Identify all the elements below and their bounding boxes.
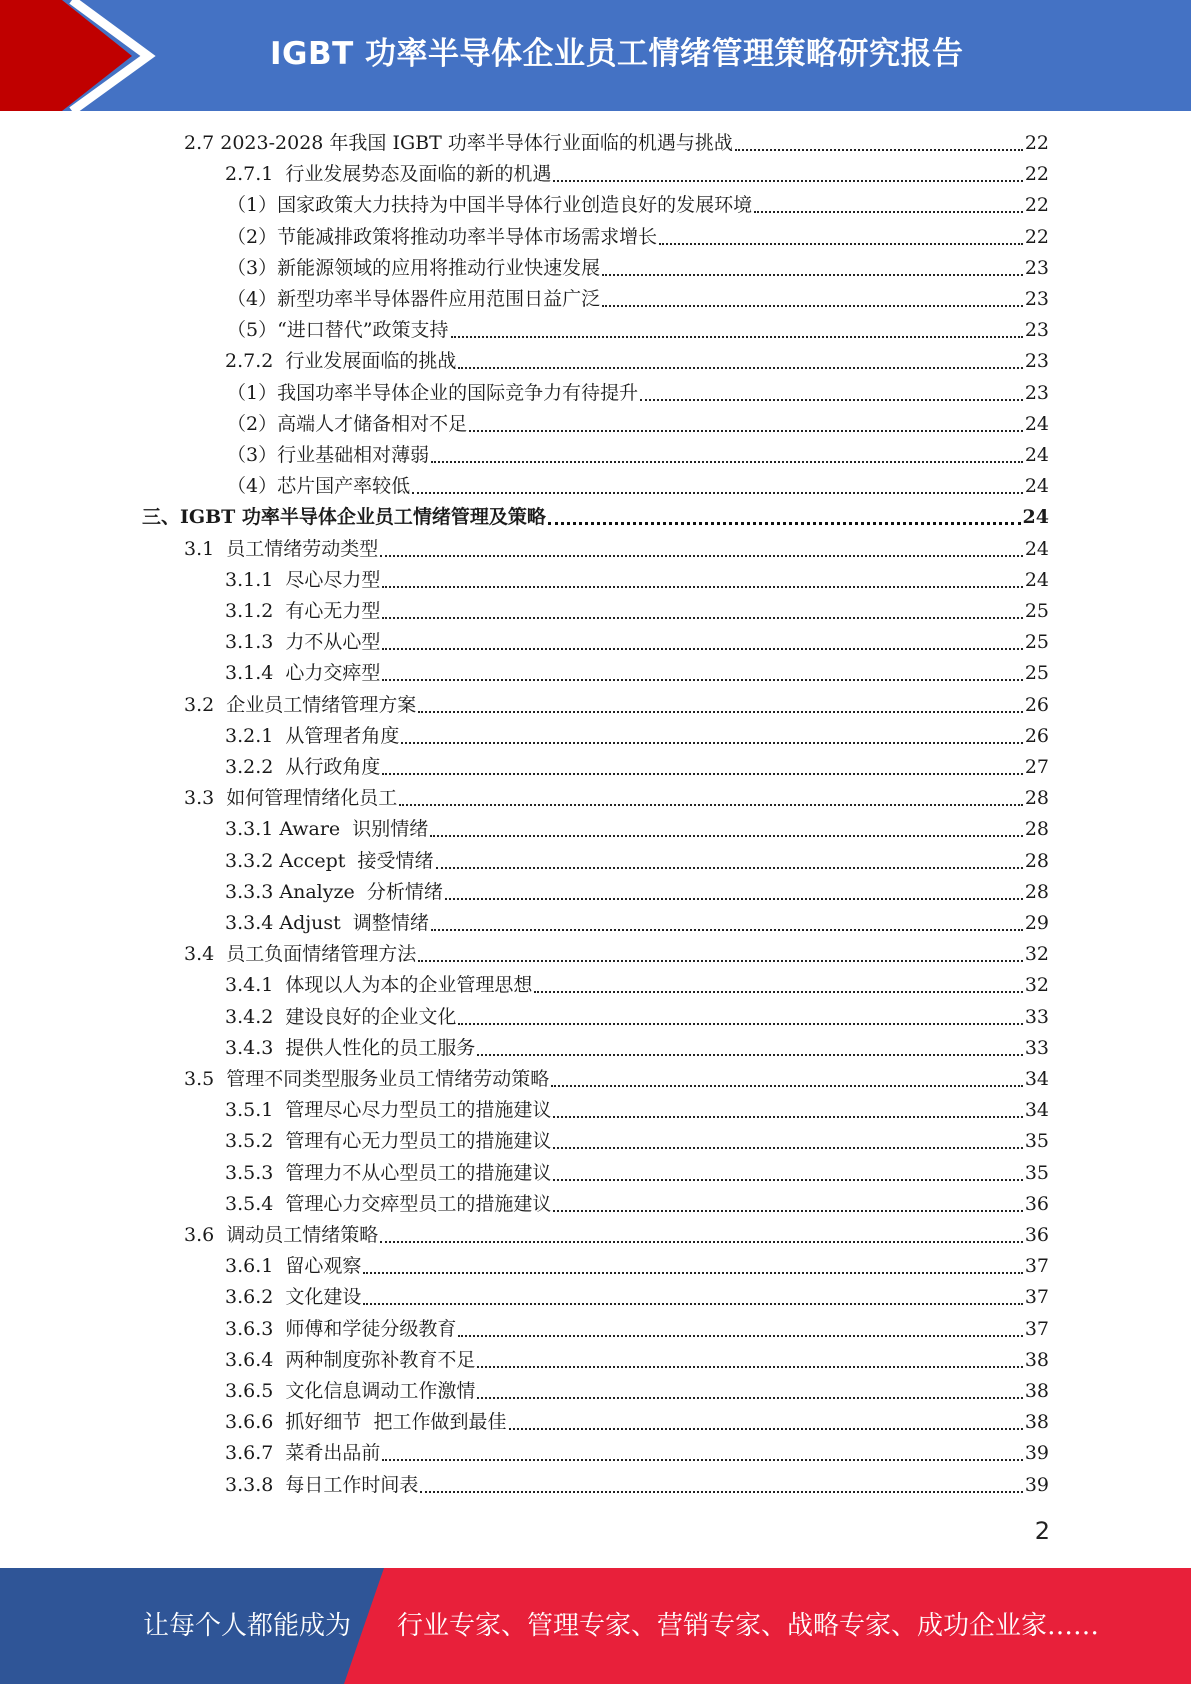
toc-entry-page: 33 <box>1024 1036 1049 1059</box>
toc-entry-page: 23 <box>1024 256 1049 279</box>
toc-entry[interactable] <box>225 1314 1049 1345</box>
toc-entry[interactable] <box>225 658 1049 689</box>
toc-dot-leader <box>382 1459 1022 1461</box>
toc-entry[interactable] <box>227 315 1049 346</box>
toc-entry-page: 27 <box>1024 756 1049 778</box>
toc-entry-title: 2.7.1 行业发展势态及面临的新的机遇 <box>225 163 552 186</box>
toc-entry[interactable] <box>184 1220 1049 1251</box>
report-title: IGBT 功率半导体企业员工情绪管理策略研究报告 <box>270 36 964 72</box>
toc-entry-page: 23 <box>1024 350 1049 373</box>
toc-dot-leader <box>469 430 1023 432</box>
toc-entry-title: 3.6.1 留心观察 <box>225 1255 362 1278</box>
toc-entry-title: 3.4.2 建设良好的企业文化 <box>225 1005 457 1028</box>
toc-entry[interactable] <box>225 814 1049 845</box>
toc-dot-leader <box>431 929 1023 931</box>
toc-dot-leader <box>420 1491 1022 1493</box>
toc-dot-leader <box>477 1397 1022 1399</box>
toc-entry-title: 3.4 员工负面情绪管理方法 <box>184 943 417 966</box>
toc-entry[interactable] <box>225 1002 1049 1033</box>
toc-dot-leader <box>458 367 1022 369</box>
toc-entry[interactable] <box>227 222 1049 253</box>
toc-entry-title: 3.3.2 Accept 接受情绪 <box>225 849 434 872</box>
toc-dot-leader <box>412 492 1023 494</box>
toc-entry-page: 24 <box>1024 444 1049 466</box>
toc-entry-title: 3.2 企业员工情绪管理方案 <box>184 693 417 716</box>
toc-entry-page: 39 <box>1024 1473 1049 1496</box>
toc-entry[interactable] <box>225 159 1049 190</box>
toc-entry[interactable] <box>225 1282 1049 1313</box>
toc-entry-title: 3.5.3 管理力不从心型员工的措施建议 <box>225 1161 552 1184</box>
toc-dot-leader <box>551 1085 1023 1087</box>
toc-entry-title: 3.6.6 抓好细节 把工作做到最佳 <box>225 1411 507 1434</box>
toc-dot-leader <box>382 586 1022 588</box>
toc-entry-page: 24 <box>1024 475 1049 498</box>
toc-entry-page: 39 <box>1024 1442 1049 1465</box>
toc-entry[interactable] <box>225 970 1049 1001</box>
toc-entry-page: 25 <box>1024 600 1049 622</box>
toc-dot-leader <box>458 1335 1022 1337</box>
toc-entry-title: 三、IGBT 功率半导体企业员工情绪管理及策略 <box>142 506 546 529</box>
toc-dot-leader <box>436 867 1023 869</box>
toc-entry-page: 37 <box>1024 1255 1049 1278</box>
toc-entry-title: 3.1.2 有心无力型 <box>225 600 381 622</box>
toc-dot-leader <box>553 1179 1022 1181</box>
toc-entry-page: 26 <box>1024 724 1049 747</box>
toc-entry-title: 3.1.4 心力交瘁型 <box>225 662 381 685</box>
toc-dot-leader <box>382 648 1022 650</box>
toc-dot-leader <box>382 679 1022 681</box>
toc-entry[interactable] <box>225 1126 1049 1157</box>
toc-entry[interactable] <box>225 1438 1049 1469</box>
toc-entry[interactable] <box>225 1189 1049 1220</box>
toc-entry-page: 28 <box>1024 818 1049 841</box>
toc-entry-page: 38 <box>1024 1380 1049 1402</box>
toc-entry[interactable] <box>184 690 1049 721</box>
toc-entry-title: （2）节能减排政策将推动功率半导体市场需求增长 <box>227 225 658 248</box>
toc-dot-leader <box>602 305 1023 307</box>
toc-entry[interactable] <box>225 1407 1049 1438</box>
toc-entry-title: 3.4.1 体现以人为本的企业管理思想 <box>225 974 533 997</box>
toc-entry-page: 23 <box>1024 319 1049 342</box>
toc-entry-title: 3.6.7 菜肴出品前 <box>225 1442 381 1465</box>
toc-dot-leader <box>477 1366 1022 1368</box>
toc-entry[interactable] <box>225 627 1049 658</box>
toc-dot-leader <box>363 1272 1022 1274</box>
toc-entry[interactable] <box>142 502 1049 533</box>
page-number: 2 <box>1034 1517 1050 1545</box>
toc-entry-title: （4）新型功率半导体器件应用范围日益广泛 <box>227 288 601 310</box>
toc-dot-leader <box>602 274 1023 276</box>
toc-entry-title: 3.3.4 Adjust 调整情绪 <box>225 912 429 934</box>
toc-entry-page: 37 <box>1024 1317 1049 1340</box>
toc-entry-title: （1）国家政策大力扶持为中国半导体行业创造良好的发展环境 <box>227 194 753 217</box>
toc-entry-page: 35 <box>1024 1130 1049 1153</box>
toc-entry[interactable] <box>184 128 1049 159</box>
toc-dot-leader <box>380 1241 1023 1243</box>
toc-entry-page: 28 <box>1024 880 1049 903</box>
page-footer <box>0 1568 1191 1684</box>
toc-entry-title: 2.7 2023-2028 年我国 IGBT 功率半导体行业面临的机遇与挑战 <box>184 132 733 154</box>
toc-dot-leader <box>363 1303 1022 1305</box>
toc-entry[interactable] <box>225 1095 1049 1126</box>
toc-dot-leader <box>735 149 1023 151</box>
toc-entry[interactable] <box>225 721 1049 752</box>
toc-entry[interactable] <box>184 783 1049 814</box>
toc-entry-page: 37 <box>1024 1286 1049 1309</box>
toc-dot-leader <box>382 773 1022 775</box>
toc-dot-leader <box>553 180 1022 182</box>
toc-entry-title: 3.2.2 从行政角度 <box>225 756 381 778</box>
toc-entry-page: 24 <box>1024 537 1049 560</box>
toc-entry-page: 38 <box>1024 1411 1049 1434</box>
toc-entry-page: 34 <box>1024 1068 1049 1090</box>
toc-entry[interactable] <box>225 1345 1049 1376</box>
toc-dot-leader <box>445 898 1023 900</box>
toc-dot-leader <box>553 1147 1022 1149</box>
toc-entry-page: 36 <box>1024 1192 1049 1215</box>
toc-entry-page: 24 <box>1022 506 1049 529</box>
toc-entry-title: （5）“进口替代”政策支持 <box>227 319 449 342</box>
toc-entry-title: （3）新能源领域的应用将推动行业快速发展 <box>227 256 601 279</box>
toc-entry-page: 25 <box>1024 631 1049 654</box>
toc-entry-title: 3.5.2 管理有心无力型员工的措施建议 <box>225 1130 552 1153</box>
toc-entry-title: 3.3.1 Aware 识别情绪 <box>225 818 429 841</box>
toc-entry-page: 33 <box>1024 1005 1049 1028</box>
toc-dot-leader <box>451 336 1023 338</box>
toc-entry-page: 29 <box>1024 912 1049 934</box>
toc-dot-leader <box>418 960 1023 962</box>
toc-entry-page: 32 <box>1024 943 1049 966</box>
page-header <box>0 0 1191 111</box>
toc-entry[interactable] <box>225 346 1049 377</box>
toc-entry-page: 23 <box>1024 288 1049 310</box>
footer-slogan-right: 行业专家、管理专家、营销专家、战略专家、成功企业家…… <box>397 1611 1100 1641</box>
toc-entry-title: 3.6.3 师傅和学徒分级教育 <box>225 1317 457 1340</box>
toc-entry-title: 3.6.4 两种制度弥补教育不足 <box>225 1348 476 1371</box>
toc-entry-title: 3.5.4 管理心力交瘁型员工的措施建议 <box>225 1192 552 1215</box>
toc-entry-title: （2）高端人才储备相对不足 <box>227 412 468 435</box>
toc-entry[interactable] <box>225 846 1049 877</box>
toc-dot-leader <box>640 399 1023 401</box>
toc-entry-title: 3.5.1 管理尽心尽力型员工的措施建议 <box>225 1099 552 1122</box>
toc-dot-leader <box>477 1054 1022 1056</box>
toc-entry-page: 36 <box>1024 1224 1049 1246</box>
toc-entry-page: 22 <box>1024 194 1049 217</box>
toc-dot-leader <box>659 243 1023 245</box>
toc-entry-page: 22 <box>1024 163 1049 186</box>
toc-entry-title: 3.5 管理不同类型服务业员工情绪劳动策略 <box>184 1068 550 1090</box>
toc-entry-title: （1）我国功率半导体企业的国际竞争力有待提升 <box>227 381 639 404</box>
toc-entry-title: 3.6.2 文化建设 <box>225 1286 362 1309</box>
toc-dot-leader <box>401 742 1022 744</box>
toc-entry-title: 3.4.3 提供人性化的员工服务 <box>225 1036 476 1059</box>
toc-dot-leader <box>548 522 1021 525</box>
toc-entry[interactable] <box>227 409 1049 440</box>
toc-entry[interactable] <box>227 440 1049 471</box>
toc-entry[interactable] <box>225 752 1049 783</box>
toc-entry-page: 34 <box>1024 1099 1049 1122</box>
toc-entry[interactable] <box>227 190 1049 221</box>
toc-entry-page: 25 <box>1024 662 1049 685</box>
toc-entry-title: 3.1 员工情绪劳动类型 <box>184 537 379 560</box>
toc-entry[interactable] <box>225 565 1049 596</box>
toc-entry[interactable] <box>227 284 1049 315</box>
toc-entry-title: 3.6 调动员工情绪策略 <box>184 1224 379 1246</box>
toc-entry-page: 22 <box>1024 132 1049 154</box>
toc-entry[interactable] <box>184 1064 1049 1095</box>
toc-entry-page: 24 <box>1024 412 1049 435</box>
toc-entry[interactable] <box>225 1376 1049 1407</box>
toc-entry[interactable] <box>227 378 1049 409</box>
toc-dot-leader <box>553 1210 1022 1212</box>
toc-dot-leader <box>430 835 1023 837</box>
toc-entry[interactable] <box>225 1470 1049 1501</box>
toc-entry-page: 22 <box>1024 225 1049 248</box>
toc-entry-page: 24 <box>1024 568 1049 591</box>
toc-entry-title: 3.3.3 Analyze 分析情绪 <box>225 880 443 903</box>
toc-entry[interactable] <box>184 939 1049 970</box>
toc-dot-leader <box>754 211 1023 213</box>
toc-dot-leader <box>553 1116 1022 1118</box>
toc-dot-leader <box>418 711 1023 713</box>
toc-entry[interactable] <box>225 596 1049 627</box>
toc-dot-leader <box>380 555 1023 557</box>
toc-dot-leader <box>382 617 1022 619</box>
toc-entry-title: 2.7.2 行业发展面临的挑战 <box>225 350 457 373</box>
toc-dot-leader <box>458 1023 1022 1025</box>
toc-entry-page: 28 <box>1024 849 1049 872</box>
toc-entry[interactable] <box>225 877 1049 908</box>
toc-entry-title: （4）芯片国产率较低 <box>227 475 411 498</box>
toc-entry[interactable] <box>225 1251 1049 1282</box>
toc-entry-page: 38 <box>1024 1348 1049 1371</box>
footer-slogan-left: 让每个人都能成为 <box>143 1611 352 1641</box>
toc-entry-page: 23 <box>1024 381 1049 404</box>
toc-entry-title: 3.6.5 文化信息调动工作激情 <box>225 1380 476 1402</box>
toc-entry-title: 3.1.3 力不从心型 <box>225 631 381 654</box>
toc-entry-title: 3.2.1 从管理者角度 <box>225 724 400 747</box>
toc-entry-page: 28 <box>1024 787 1049 810</box>
toc-entry-title: 3.3 如何管理情绪化员工 <box>184 787 398 810</box>
toc-dot-leader <box>509 1428 1023 1430</box>
toc-entry-title: （3）行业基础相对薄弱 <box>227 444 430 466</box>
toc-entry[interactable] <box>225 908 1049 939</box>
toc-entry[interactable] <box>227 253 1049 284</box>
toc-dot-leader <box>534 991 1022 993</box>
toc-entry[interactable] <box>225 1033 1049 1064</box>
toc-entry-title: 3.1.1 尽心尽力型 <box>225 568 381 591</box>
toc-entry[interactable] <box>227 471 1049 502</box>
toc-entry-title: 3.3.8 每日工作时间表 <box>225 1473 419 1496</box>
toc-entry-page: 32 <box>1024 974 1049 997</box>
toc-entry[interactable] <box>225 1158 1049 1189</box>
toc-entry[interactable] <box>184 534 1049 565</box>
toc-entry-page: 26 <box>1024 693 1049 716</box>
toc-dot-leader <box>431 461 1023 463</box>
toc-entry-page: 35 <box>1024 1161 1049 1184</box>
toc-dot-leader <box>399 804 1023 806</box>
